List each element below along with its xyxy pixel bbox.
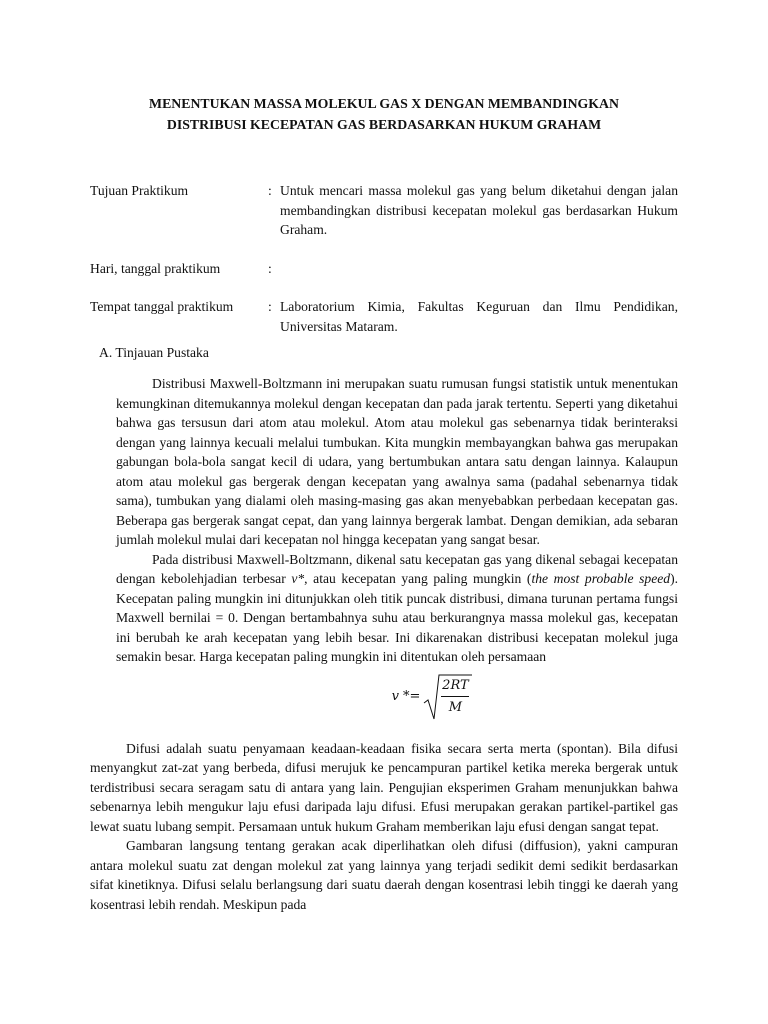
paragraph-2-text-b: , atau kecepatan yang paling mungkin ( — [304, 571, 532, 586]
paragraph-2-text-a: Pada distribusi Maxwell-Boltzmann, dikenal satu kecepatan gas yang dikenal sebagai kecepatan dengan kebolehjadian terbesar — [116, 551, 678, 586]
tujuan-colon: : — [268, 183, 272, 198]
formula-denominator: M — [448, 699, 463, 715]
document-title — [80, 93, 688, 135]
tempat-label: Tempat tanggal praktikum — [90, 299, 234, 314]
hari-value — [280, 259, 678, 279]
paragraph-4: Gambaran langsung tentang gerakan acak diperlihatkan oleh difusi (diffusion), yakni campuran antara molekul suatu zat dengan molekul zat yang lainnya yang terjadi sedikit demi sedikit berdasarkan sifat kinetiknya. Difusi selalu berlangsung dari suatu daerah dengan kosentrasi lebih tinggi ke daerah yang kosentrasi lebih rendah. Meskipun pada — [90, 838, 678, 912]
paragraph-1: Distribusi Maxwell-Boltzmann ini merupakan suatu rumusan fungsi statistik untuk menentukan kemungkinan ditemukannya molekul dengan kecepatan dan pada jarak tertentu. Seperti yang diketahui bahwa gas tersusun dari atom atau molekul. Atom atau molekul gas sebenarnya tidak berinteraksi dengan yang lainnya kecuali melalui tumbukan. Kita mungkin membayangkan bahwa gas merupakan gabungan bola-bola sangat kecil di udara, yang bertumbukan antara satu dengan lainnya. Kalaupun atom atau molekul gas bergerak dengan kecepatan yang awalnya sama (padahal sebenarnya tidak sama), tumbukan yang dialami oleh masing-masing gas akan menyebabkan perbedaan kecepatan gas. Beberapa gas bergerak sangat cepat, dan yang lainnya bergerak lambat. Dengan demikian, ada sebaran jumlah molekul mulai dari kecepatan nol hingga kecepatan yang sangat besar. — [116, 376, 678, 547]
paragraph-2 — [116, 550, 678, 667]
square-root — [422, 673, 472, 721]
title-line-2: DISTRIBUSI KECEPATAN GAS BERDASARKAN HUKUM GRAHAM — [166, 117, 602, 132]
paragraph-2-italic: the most probable speed — [531, 571, 671, 586]
paragraph-2-text-c: ). Kecepatan paling mungkin ini ditunjukkan oleh titik puncak distribusi, dimana turunan pertama fungsi Maxwell bernilai = 0. Dengan bertambahnya suhu atau berkurangnya massa molekul gas, kecepatan ini berubah ke arah kecepatan yang lebih besar. Ini dikarenakan distribusi kecepatan molekul juga semakin besar. Harga kecepatan paling mungkin ini ditentukan oleh persamaan — [116, 571, 679, 664]
formula — [116, 669, 678, 725]
hari-label: Hari, tanggal praktikum — [90, 260, 221, 276]
section-body — [90, 374, 679, 914]
tempat-colon: : — [268, 299, 272, 314]
hari-colon: : — [268, 260, 272, 276]
info-row-hari — [90, 259, 678, 279]
fraction-bar — [441, 696, 469, 697]
formula-lhs: v *= — [391, 688, 421, 704]
paragraph-2-variable: v* — [291, 571, 305, 586]
info-row-tempat — [90, 297, 678, 336]
formula-fraction — [440, 677, 470, 717]
title-line-1: MENENTUKAN MASSA MOLEKUL GAS X DENGAN MEMBANDINGKAN — [149, 96, 619, 111]
tujuan-label: Tujuan Praktikum — [90, 183, 189, 198]
paragraph-3: Difusi adalah suatu penyamaan keadaan-keadaan fisika secara serta merta (spontan). Bila difusi menyangkut zat-zat yang berbeda, difusi merujuk ke pencampuran partikel ketika mereka bergerak untuk terdistribusi secara seragam satu di antara yang lain. Pengujian eksperimen Graham menunjukkan bahwa sebenarnya lebih mengukur laju efusi daripada laju difusi. Efusi merupakan gerakan partikel-partikel gas lewat suatu lubang sempit. Persamaan untuk hukum Graham memberikan laju efusi dengan sangat tepat. — [90, 740, 678, 834]
formula-numerator: 2RT — [442, 677, 469, 693]
info-row-tujuan — [90, 181, 678, 240]
info-block — [90, 181, 678, 336]
section-heading: A. Tinjauan Pustaka — [99, 345, 209, 360]
tujuan-value: Untuk mencari massa molekul gas yang belum diketahui dengan jalan membandingkan distribusi kecepatan molekul gas berdasarkan Hukum Graham. — [280, 183, 678, 237]
tempat-value: Laboratorium Kimia, Fakultas Keguruan dan Ilmu Pendidikan, Universitas Mataram. — [280, 299, 678, 334]
